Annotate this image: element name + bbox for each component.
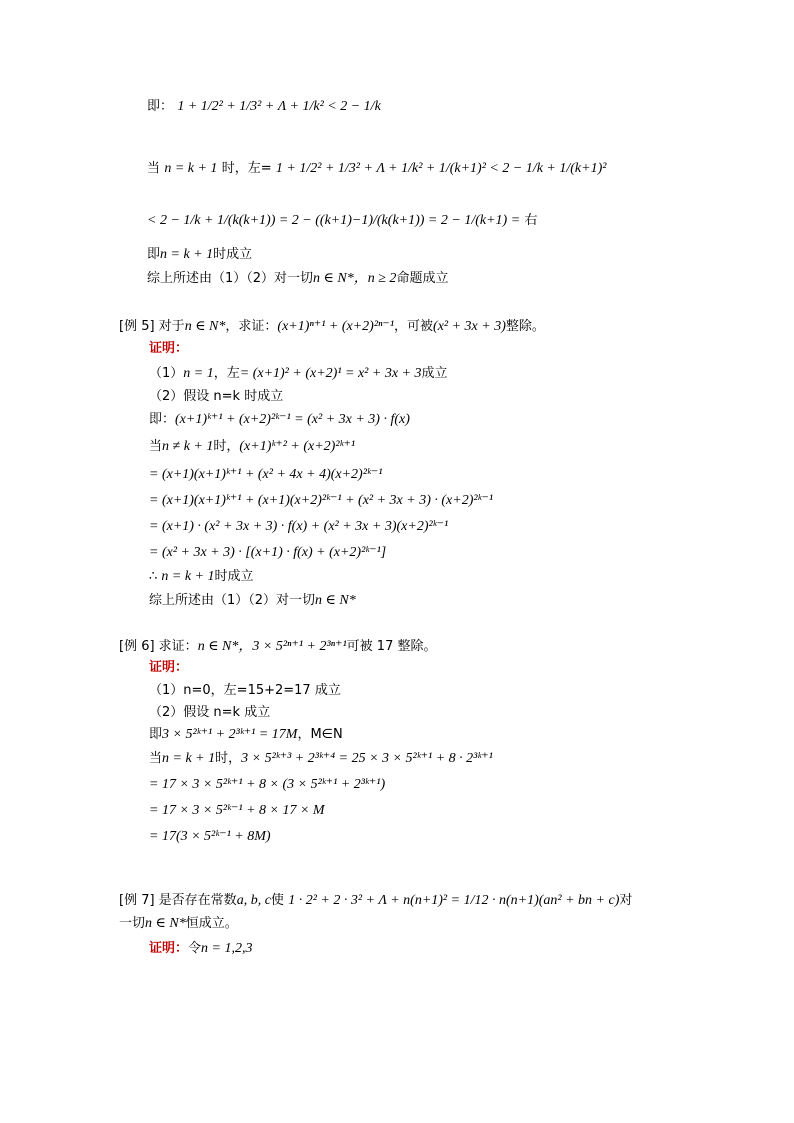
ex5-eq-2: = (x+1)(x+1)ᵏ⁺¹ + (x+1)(x+2)²ᵏ⁻¹ + (x² + 3x + 3) · (x+2)²ᵏ⁻¹ [149,493,494,508]
summary-line-1: 综上所述由（1）（2）对一切n ∈ N*，n ≥ 2命题成立 [147,271,449,286]
proof-label-7: 证明：令n = 1,2,3 [149,941,253,956]
ex5-eq-3: = (x+1) · (x² + 3x + 3) · f(x) + (x² + 3x + 3)(x+2)²ᵏ⁻¹ [149,519,449,534]
ex6-eq-2: = 17 × 3 × 5²ᵏ⁻¹ + 8 × 17 × M [149,803,325,818]
ex5-step-1: （1）n = 1，左= (x+1)² + (x+2)¹ = x² + 3x + 3成立 [149,366,448,381]
example-6-title: [例 6] 求证：n ∈ N*，3 × 5²ⁿ⁺¹ + 2³ⁿ⁺¹可被 17 整除。 [119,639,437,654]
example-5-title: [例 5] 对于n ∈ N*，求证：(x+1)ⁿ⁺¹ + (x+2)²ⁿ⁻¹，可被(x² + 3x + 3)整除。 [119,319,545,334]
proof-label-6: 证明： [149,660,189,675]
ex5-summary: 综上所述由（1）（2）对一切n ∈ N* [149,593,356,608]
ineq-line-1: 即： 1 + 1/2² + 1/3² + Λ + 1/k² < 2 − 1/k [147,99,381,114]
ex6-eq-1: = 17 × 3 × 5²ᵏ⁺¹ + 8 × (3 × 5²ᵏ⁺¹ + 2³ᵏ⁺¹) [149,777,386,792]
example-7-line-2: 一切n ∈ N*恒成立。 [119,916,238,931]
ex5-therefore: ∴ n = k + 1时成立 [149,569,254,584]
ex6-step-1: （1）n=0，左=15+2=17 成立 [149,683,341,698]
proof-label-5: 证明： [149,341,189,356]
ex5-eq-1: = (x+1)(x+1)ᵏ⁺¹ + (x² + 4x + 4)(x+2)²ᵏ⁻¹ [149,467,383,482]
example-7-title: [例 7] 是否存在常数a, b, c使 1 · 2² + 2 · 3² + Λ + n(n+1)² = 1/12 · n(n+1)(an² + bn + c)对 [119,893,633,908]
ex6-eq-3: = 17(3 × 5²ᵏ⁻¹ + 8M) [149,829,271,844]
ineq-line-3: < 2 − 1/k + 1/(k(k+1)) = 2 − ((k+1)−1)/(k(k+1)) = 2 − 1/(k+1) = 右 [147,213,538,228]
ex6-step-2: （2）假设 n=k 成立 [149,705,271,720]
ex5-assume: 即：(x+1)ᵏ⁺¹ + (x+2)²ᵏ⁻¹ = (x² + 3x + 3) · f(x) [149,412,410,427]
ex5-when: 当n ≠ k + 1时，(x+1)ᵏ⁺² + (x+2)²ᵏ⁺¹ [149,439,356,454]
ineq-line-2: 当 n = k + 1 时，左= 1 + 1/2² + 1/3² + Λ + 1/k² + 1/(k+1)² < 2 − 1/k + 1/(k+1)² [147,161,607,176]
ex6-assume: 即3 × 5²ᵏ⁺¹ + 2³ᵏ⁺¹ = 17M，M∈N [149,727,343,742]
conclusion-line-1: 即n = k + 1时成立 [147,247,253,262]
ex5-step-2: （2）假设 n=k 时成立 [149,389,284,404]
ex6-when: 当n = k + 1时，3 × 5²ᵏ⁺³ + 2³ᵏ⁺⁴ = 25 × 3 × 5²ᵏ⁺¹ + 8 · 2³ᵏ⁺¹ [149,751,493,766]
ex5-eq-4: = (x² + 3x + 3) · [(x+1) · f(x) + (x+2)²ᵏ⁻¹] [149,545,387,560]
